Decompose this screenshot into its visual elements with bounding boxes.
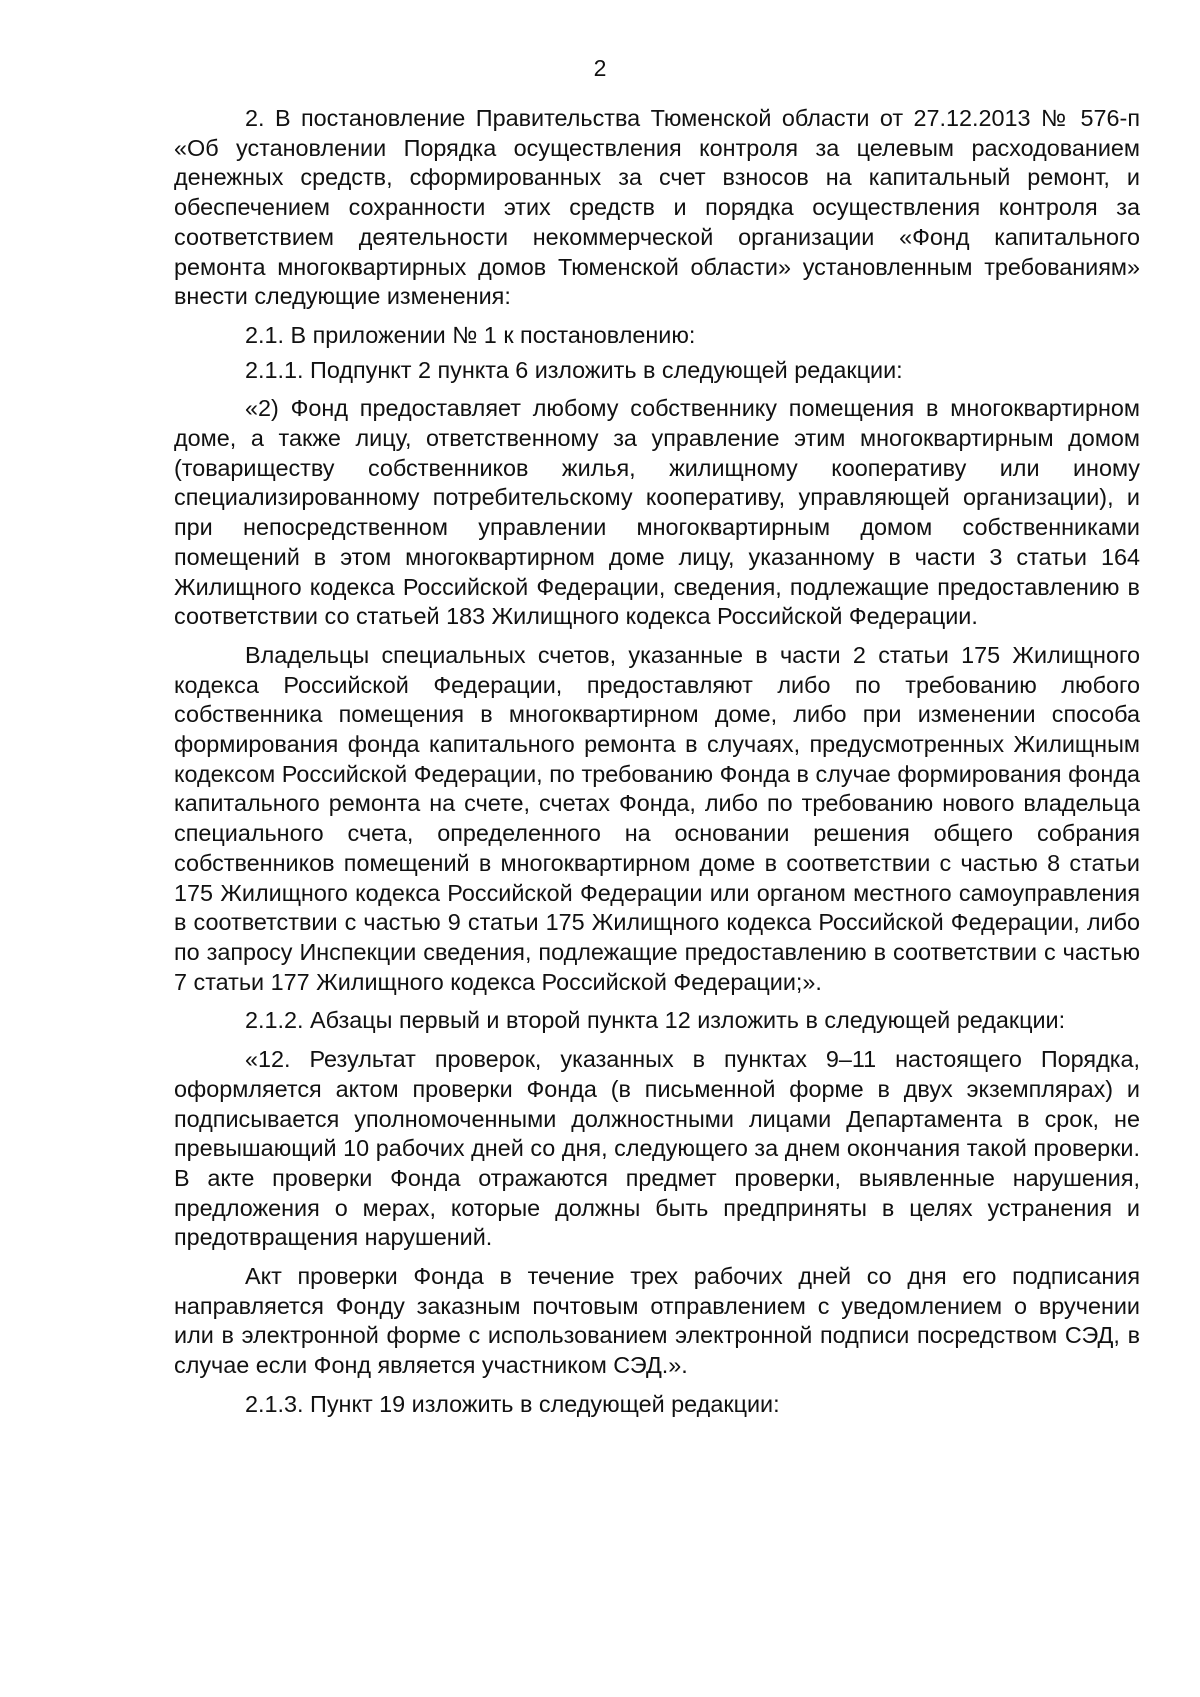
paragraph-2-amendment-intro: 2. В постановление Правительства Тюменской области от 27.12.2013 № 576-п «Об установлении Порядка осуществления контроля за целевым расходованием денежных средств, сформированных за счет взносов на капитальный ремонт, и обеспечением сохранности этих средств и порядка осуществления контроля за соответствием деятельности некоммерческой организации «Фонд капитального ремонта многоквартирных домов Тюменской области» установленным требованиям» внести следующие изменения: xyxy=(174,105,1140,310)
page-number: 2 xyxy=(593,55,607,81)
paragraph-special-accounts: Владельцы специальных счетов, указанные в части 2 статьи 175 Жилищного кодекса Российской Федерации, предоставляют либо по требованию любого собственника помещения в многоквартирном доме, либо при изменении способа формирования фонда капитального ремонта в случаях, предусмотренных Жилищным кодексом Российской Федерации, по требованию Фонда в случае формирования фонда капитального ремонта на счете, счетах Фонда, либо по требованию нового владельца специального счета, определенного на основании решения общего собрания собственников помещений в многоквартирном доме в соответствии с частью 8 статьи 175 Жилищного кодекса Российской Федерации или органом местного самоуправления в соответствии с частью 9 статьи 175 Жилищного кодекса Российской Федерации, либо по запросу Инспекции сведения, подлежащие предоставлению в соответствии с частью 7 статьи 177 Жилищного кодекса Российской Федерации;». xyxy=(174,641,1140,995)
paragraph-2-1-3: 2.1.3. Пункт 19 изложить в следующей редакции: xyxy=(245,1390,780,1417)
paragraph-2-1: 2.1. В приложении № 1 к постановлению: xyxy=(245,321,696,348)
paragraph-point-12-text: «12. Результат проверок, указанных в пунктах 9–11 настоящего Порядка, оформляется актом проверки Фонда (в письменной форме в двух экземплярах) и подписывается уполномоченными должностными лицами Департамента в срок, не превышающий 10 рабочих дней со дня, следующего за днем окончания такой проверки. В акте проверки Фонда отражаются предмет проверки, выявленные нарушения, предложения о мерах, которые должны быть предприняты в целях устранения и предотвращения нарушений. xyxy=(174,1046,1140,1251)
paragraph-2-1-2: 2.1.2. Абзацы первый и второй пункта 12 изложить в следующей редакции: xyxy=(245,1007,1066,1034)
paragraph-subpoint-2-text: «2) Фонд предоставляет любому собственнику помещения в многоквартирном доме, а также лицу, ответственному за управление этим многоквартирным домом (товариществу собственников жилья, жилищному кооперативу или иному специализированному потребительскому кооперативу, управляющей организации), и при непосредственном управлении многоквартирным домом собственниками помещений в этом многоквартирном доме лицу, указанному в части 3 статьи 164 Жилищного кодекса Российской Федерации, сведения, подлежащие предоставлению в соответствии со статьей 183 Жилищного кодекса Российской Федерации. xyxy=(174,395,1140,630)
document-body xyxy=(174,104,1140,1429)
paragraph-inspection-act: Акт проверки Фонда в течение трех рабочих дней со дня его подписания направляется Фонду заказным почтовым отправлением с уведомлением о вручении или в электронной форме с использованием электронной подписи посредством СЭД, в случае если Фонд является участником СЭД.». xyxy=(174,1263,1140,1379)
paragraph-2-1-1: 2.1.1. Подпункт 2 пункта 6 изложить в следующей редакции: xyxy=(245,356,903,383)
